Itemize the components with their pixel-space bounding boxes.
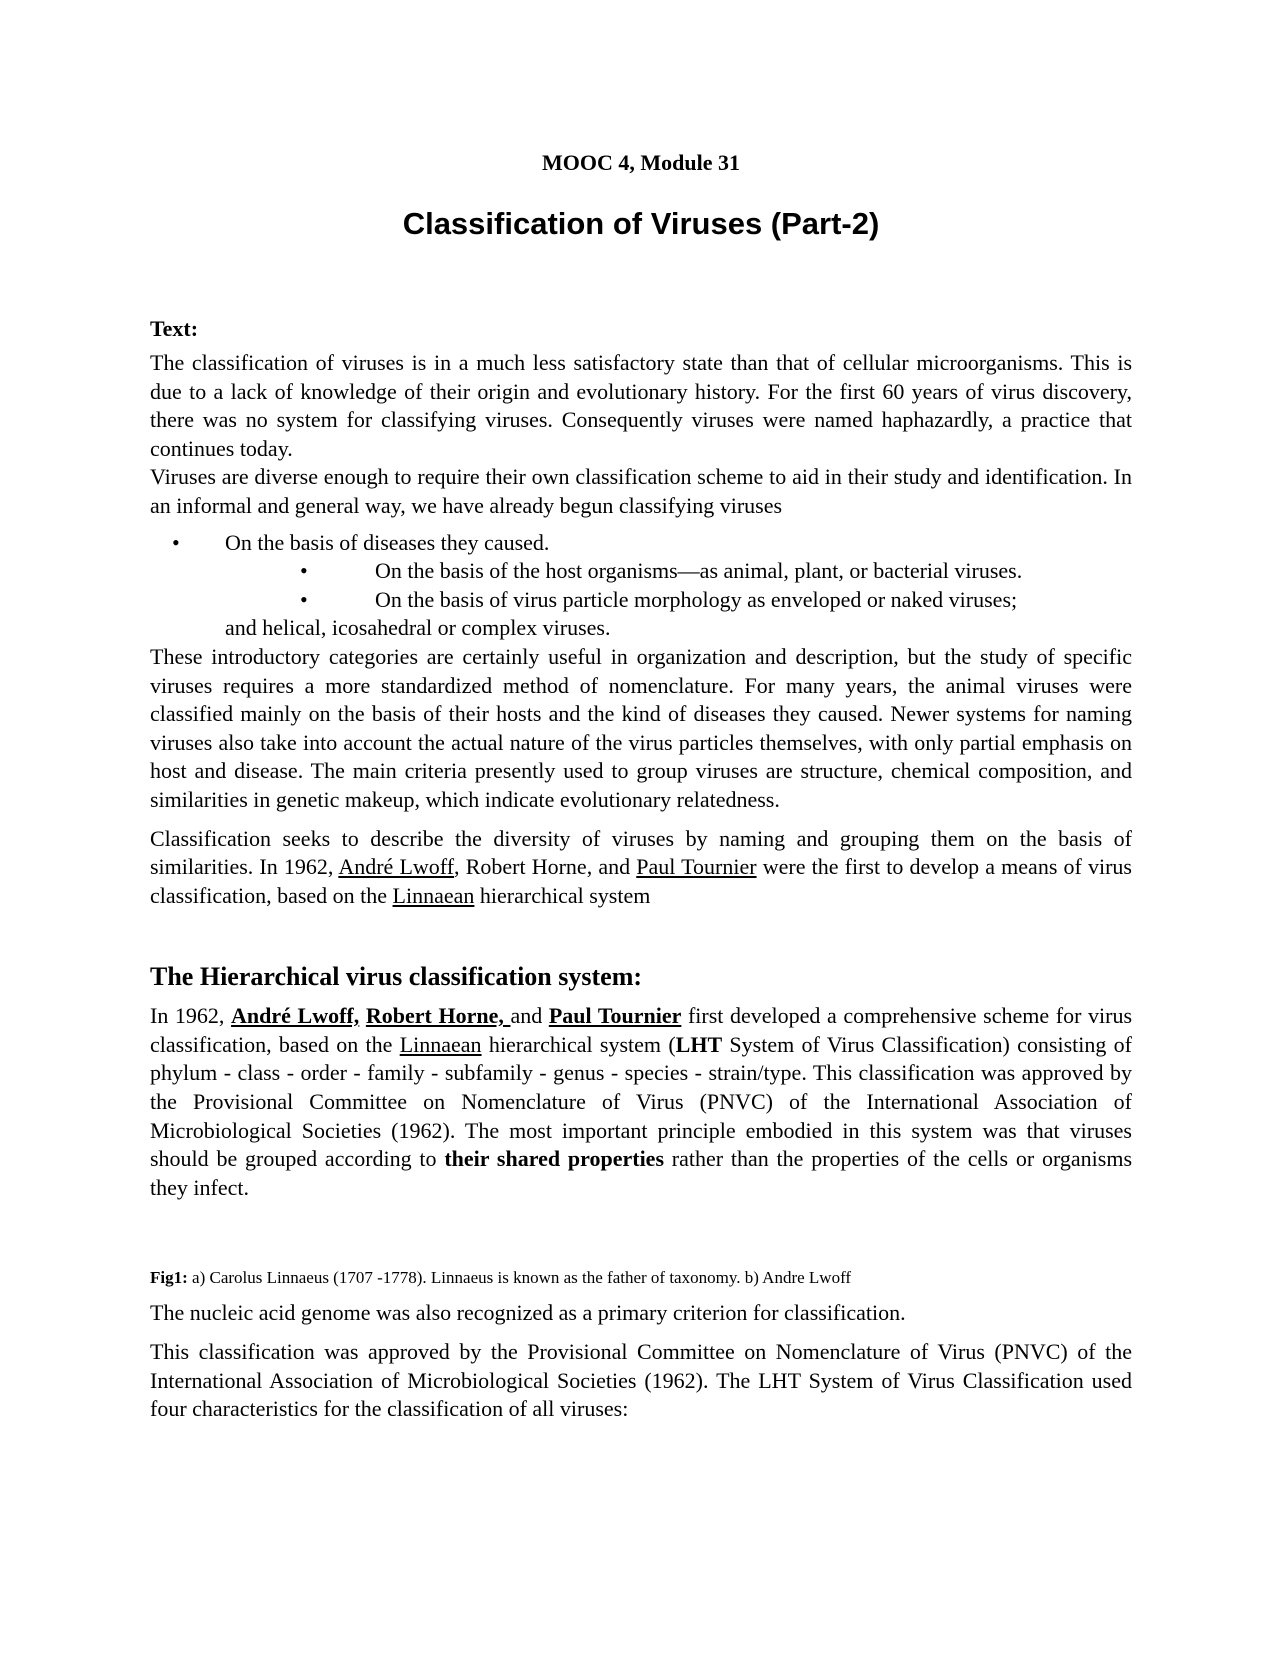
paragraph-genome: The nucleic acid genome was also recognized as a primary criterion for classification. (150, 1300, 906, 1326)
document-page (150, 150, 1132, 1424)
module-label: MOOC 4, Module 31 (542, 150, 740, 175)
link-andre-lwoff[interactable]: André Lwoff (338, 854, 455, 880)
bullet-item-morphology (150, 586, 1132, 615)
text-run: hierarchical system ( (481, 1031, 676, 1057)
bullet-text: On the basis of diseases they caused. (225, 529, 550, 555)
link-paul-tournier-bold[interactable]: Paul Tournier (548, 1003, 682, 1029)
section-label: Text: (150, 316, 199, 341)
link-andre-lwoff-bold[interactable]: André Lwoff, (231, 1003, 360, 1029)
paragraph-history (150, 825, 1132, 911)
paragraph-lht-characteristics: This classification was approved by the Provisional Committee on Nomenclature of Virus (PNVC) of the International Association of Microbiological Societies (1962). The LHT System of Virus Classification used four characteristics for the classification of all viruses: (150, 1339, 1132, 1422)
intro-paragraph-2: Viruses are diverse enough to require their own classification scheme to aid in their study and identification. In an informal and general way, we have already begun classifying viruses (150, 464, 1132, 518)
page-title: Classification of Viruses (Part-2) (402, 206, 880, 241)
bullet-marker: • (172, 529, 180, 555)
figure-caption-text: a) Carolus Linnaeus (1707 -1778). Linnaeus is known as the father of taxonomy. b) Andre Lwoff (187, 1268, 852, 1288)
bullet-continuation: and helical, icosahedral or complex viruses. (225, 615, 611, 641)
paragraph-nomenclature: These introductory categories are certainly useful in organization and description, but the study of specific viruses requires a more standardized method of nomenclature. For many years, the animal viruses were classified mainly on the basis of their hosts and the kind of diseases they caused. Newer systems for naming viruses also take into account the actual nature of the virus particles themselves, with only partial emphasis on host and disease. The main criteria presently used to group viruses are structure, chemical composition, and similarities in genetic makeup, which indicate evolutionary relatedness. (150, 643, 1132, 812)
lht-bold: LHT (675, 1031, 723, 1057)
text-run: first developed a comprehensive scheme for virus classification, based on the (150, 1003, 1133, 1057)
paragraph-lht-system (150, 1002, 1132, 1202)
bullet-marker: • (300, 558, 308, 584)
shared-properties-bold: their shared properties (444, 1146, 665, 1172)
bullet-item-host (150, 557, 1132, 586)
text-run: , Robert Horne, and (454, 854, 637, 880)
text-run: were the first to develop a means of virus classification, based on the (150, 854, 1132, 908)
section-heading: The Hierarchical virus classification system: (150, 962, 643, 992)
figure-caption (150, 1267, 1132, 1289)
link-linnaean[interactable]: Linnaean (392, 882, 475, 908)
text-run: In 1962, (150, 1003, 232, 1029)
bullet-marker: • (300, 586, 308, 612)
link-robert-horne[interactable]: Robert Horne, (365, 1003, 511, 1029)
bullet-item-diseases (150, 529, 1132, 558)
text-run: Classification seeks to describe the diversity of viruses by naming and grouping them on the basis of similarities. In 1962, (150, 825, 1132, 880)
intro-paragraph-1: The classification of viruses is in a much less satisfactory state than that of cellular microorganisms. This is due to a lack of knowledge of their origin and evolutionary history. For the first 60 years of virus discovery, there was no system for classifying viruses. Consequently viruses were named haphazardly, a practice that continues today. (150, 350, 1132, 461)
text-run: hierarchical system (474, 882, 651, 908)
link-paul-tournier[interactable]: Paul Tournier (636, 854, 757, 880)
bullet-text: On the basis of virus particle morphology as enveloped or naked viruses; (375, 586, 1018, 612)
bullet-text: On the basis of the host organisms—as animal, plant, or bacterial viruses. (375, 558, 1023, 584)
figure-label: Fig1: (150, 1268, 188, 1288)
text-run: rather than the properties of the cells or organisms they infect. (150, 1146, 1133, 1200)
link-linnaean-2[interactable]: Linnaean (399, 1031, 482, 1057)
text-run: and (510, 1003, 549, 1029)
text-run: System of Virus Classification) consisting of phylum - class - order - family - subfamily - genus - species - strain/type. This classification was approved by the Provisional Committee on Nomenclature of Virus (PNVC) of the International Association of Microbiological Societies (1962). The most important principle embodied in this system was that viruses should be grouped according to (150, 1031, 1132, 1172)
